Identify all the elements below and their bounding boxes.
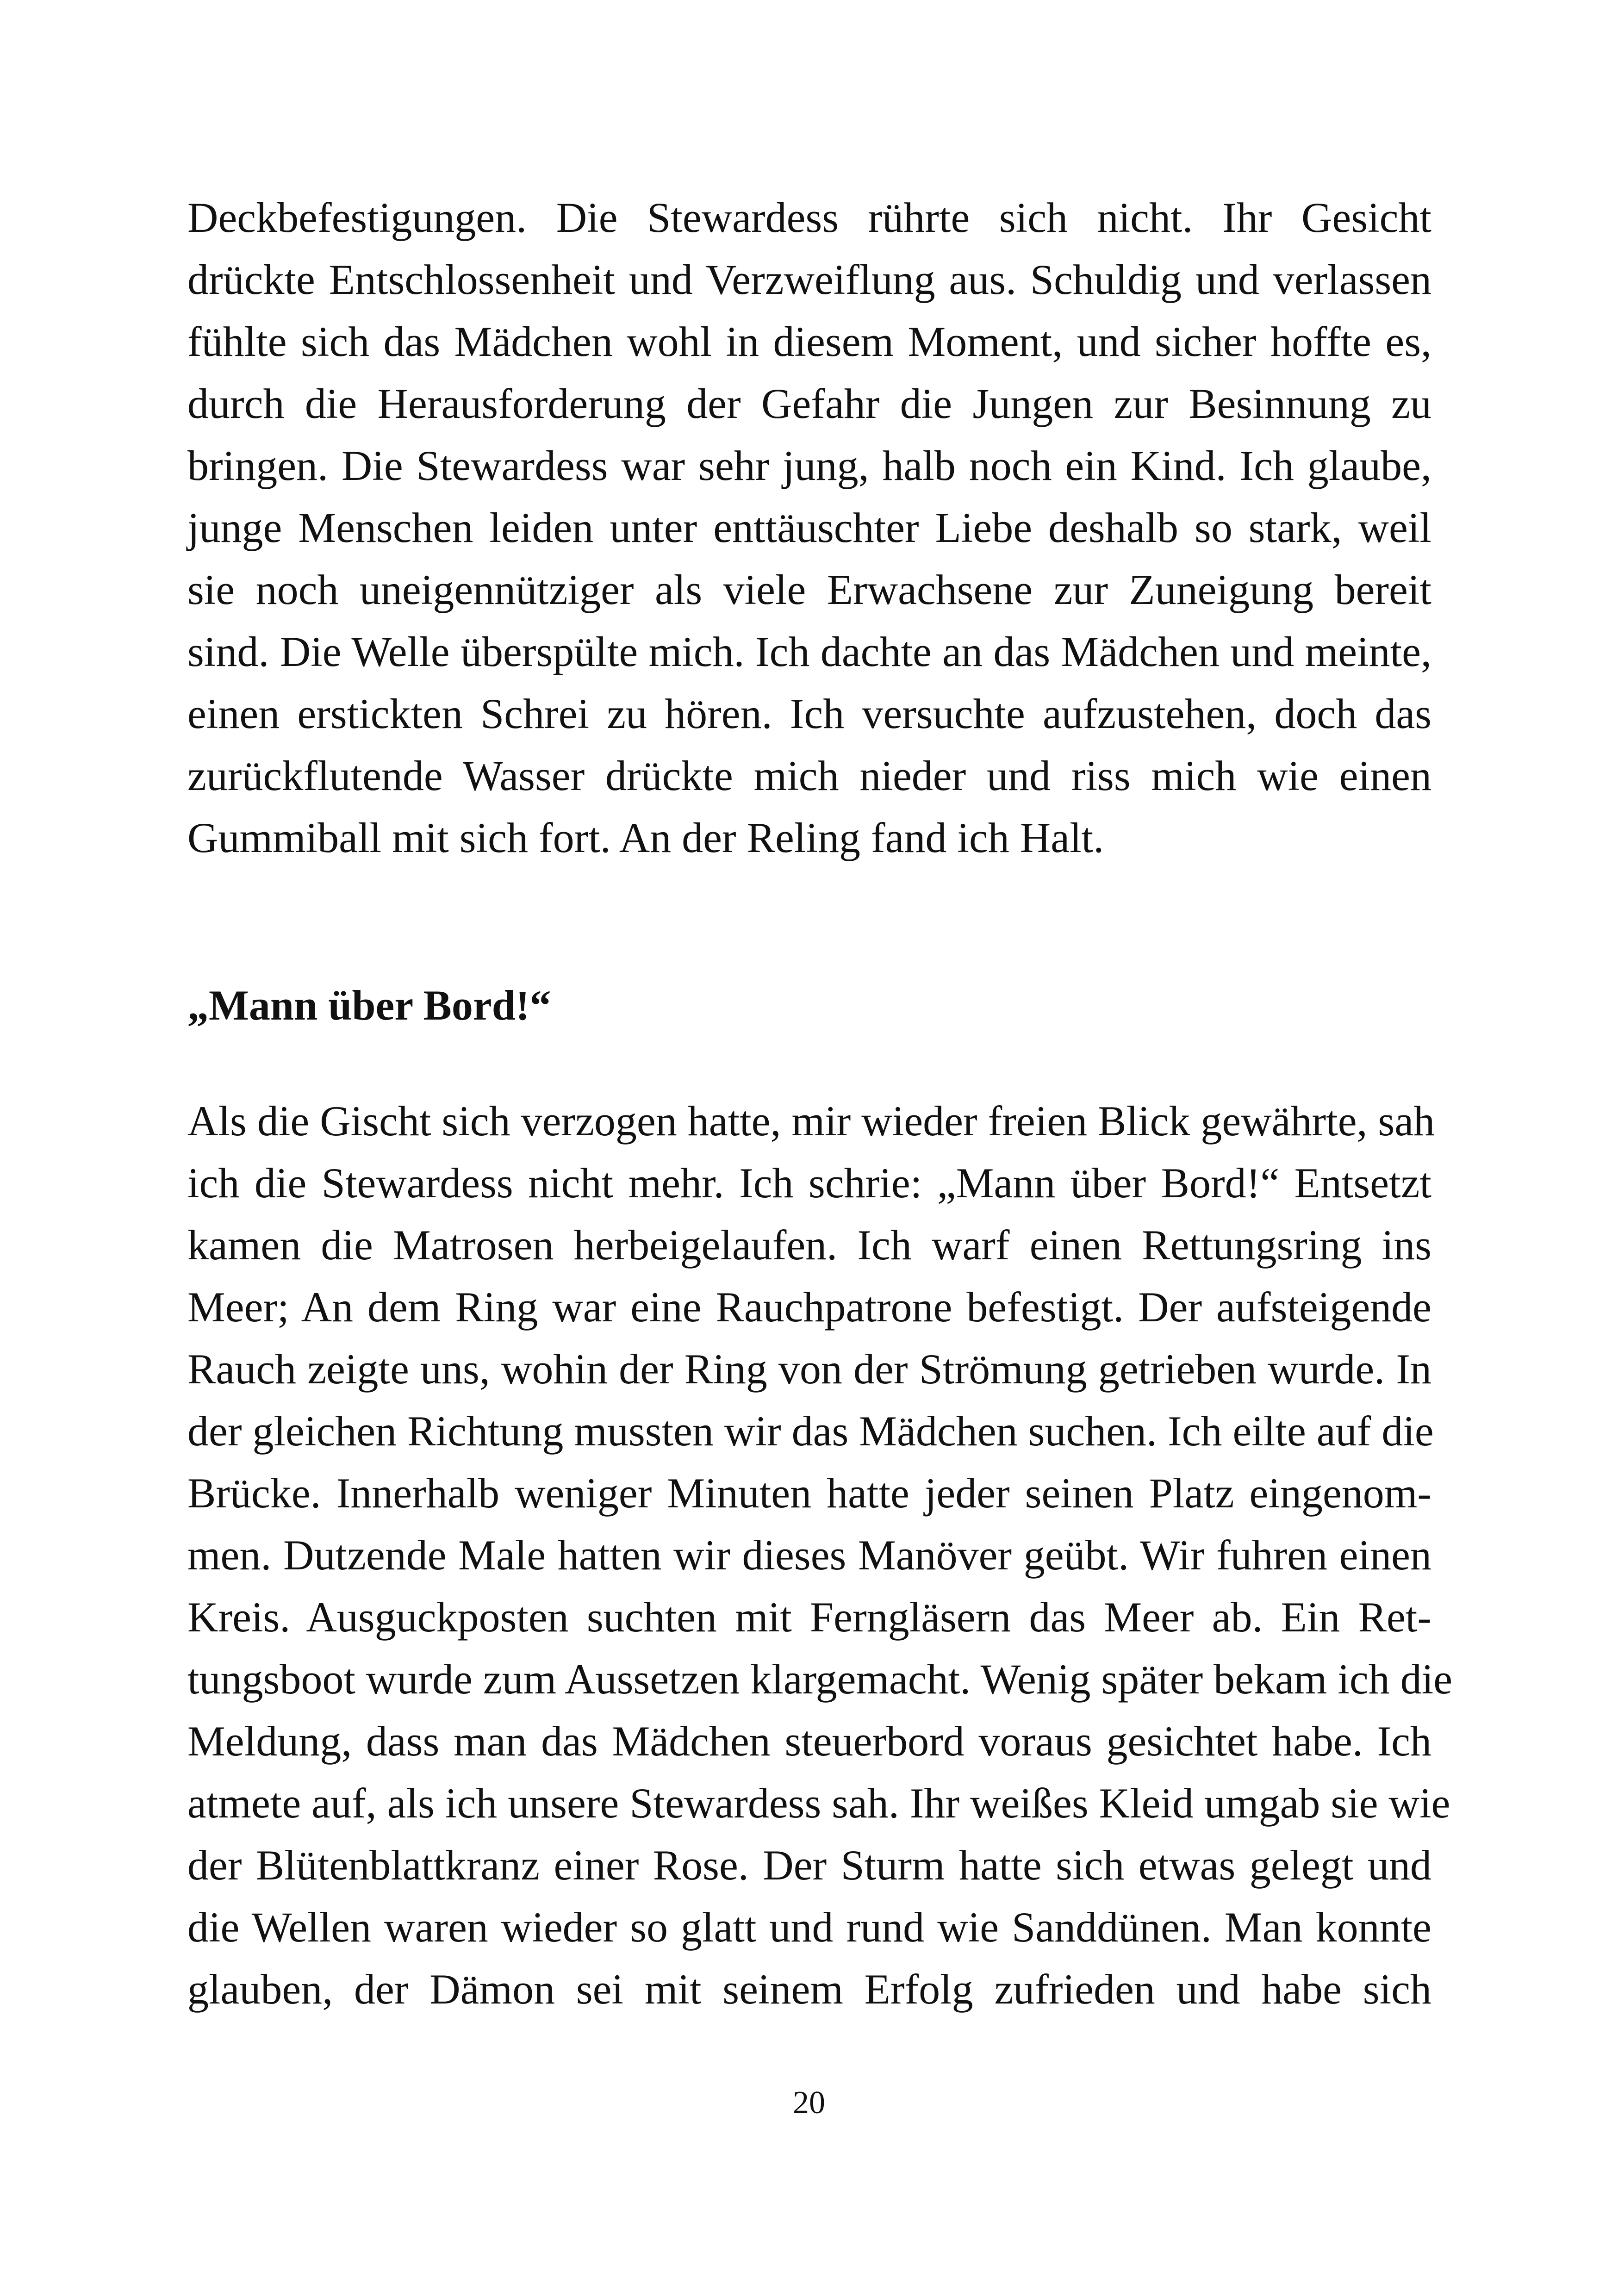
text-line: Meer; An dem Ring war eine Rauchpatrone befestigt. Der aufsteigende [187, 1283, 1431, 1331]
text-line: junge Menschen leiden unter enttäuschter Liebe deshalb so stark, weil [187, 504, 1431, 551]
text-line: die Wellen waren wieder so glatt und rund wie Sanddünen. Man konnte [187, 1904, 1431, 1951]
text-line: Als die Gischt sich verzogen hatte, mir wieder freien Blick gewährte, sah [187, 1097, 1435, 1145]
text-line: ich die Stewardess nicht mehr. Ich schrie: „Mann über Bord!“ Entsetzt [187, 1159, 1431, 1207]
paragraph-1 [187, 187, 1431, 869]
text-line: einen erstickten Schrei zu hören. Ich versuchte aufzustehen, doch das [187, 690, 1431, 737]
text-line: zurückflutende Wasser drückte mich nieder und riss mich wie einen [187, 752, 1431, 799]
text-line: glauben, der Dämon sei mit seinem Erfolg zufrieden und habe sich [187, 1966, 1431, 2013]
text-line: Deckbefestigungen. Die Stewardess rührte sich nicht. Ihr Gesicht [187, 194, 1431, 241]
text-line: atmete auf, als ich unsere Stewardess sah. Ihr weißes Kleid umgab sie wie [187, 1780, 1450, 1827]
text-line: sind. Die Welle überspülte mich. Ich dachte an das Mädchen und meinte, [187, 628, 1431, 675]
text-line: fühlte sich das Mädchen wohl in diesem Moment, und sicher hoffte es, [187, 318, 1431, 365]
text-line: Gummiball mit sich fort. An der Reling fand ich Halt. [187, 814, 1104, 861]
text-line: tungsboot wurde zum Aussetzen klargemacht. Wenig später bekam ich die [187, 1655, 1453, 1703]
text-line: bringen. Die Stewardess war sehr jung, halb noch ein Kind. Ich glaube, [187, 442, 1431, 489]
text-line: men. Dutzende Male hatten wir dieses Manöver geübt. Wir fuhren einen [187, 1531, 1431, 1579]
text-line: Rauch zeigte uns, wohin der Ring von der Strömung getrieben wurde. In [187, 1345, 1431, 1393]
page-number: 20 [793, 2085, 825, 2121]
text-line: Brücke. Innerhalb weniger Minuten hatte jeder seinen Platz eingenom- [187, 1469, 1431, 1517]
text-line: der gleichen Richtung mussten wir das Mädchen suchen. Ich eilte auf die [187, 1407, 1434, 1455]
text-line: Kreis. Ausguckposten suchten mit Ferngläsern das Meer ab. Ein Ret- [187, 1593, 1431, 1641]
text-line: kamen die Matrosen herbeigelaufen. Ich warf einen Rettungsring ins [187, 1221, 1431, 1269]
text-line: der Blütenblattkranz einer Rose. Der Sturm hatte sich etwas gelegt und [187, 1842, 1431, 1889]
section-heading: „Mann über Bord!“ [187, 982, 551, 1029]
text-line: Meldung, dass man das Mädchen steuerbord voraus gesichtet habe. Ich [187, 1717, 1431, 1765]
text-line: sie noch uneigennütziger als viele Erwachsene zur Zuneigung bereit [187, 566, 1431, 613]
paragraph-2 [187, 1090, 1453, 2020]
text-line: durch die Herausforderung der Gefahr die Jungen zur Besinnung zu [187, 380, 1431, 427]
text-line: drückte Entschlossenheit und Verzweiflung aus. Schuldig und verlassen [187, 256, 1431, 303]
